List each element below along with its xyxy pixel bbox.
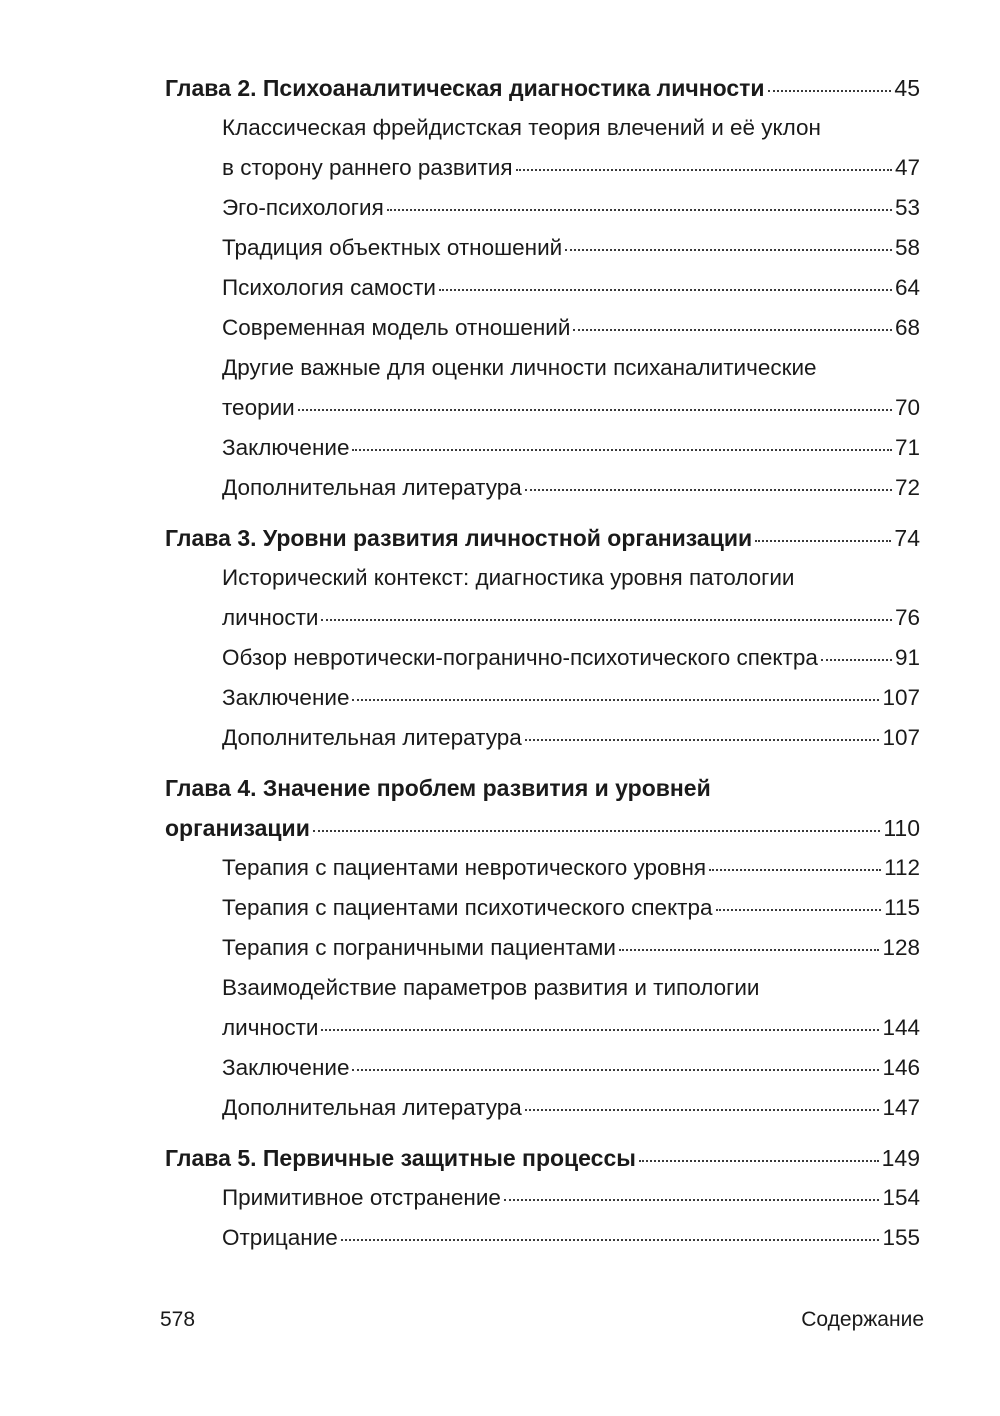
toc-entry-text: Отрицание (222, 1225, 338, 1250)
toc-entry-line[interactable] (165, 678, 920, 718)
dot-leader (755, 540, 891, 542)
dot-leader (639, 1160, 879, 1162)
toc-entry-line[interactable] (165, 888, 920, 928)
toc-entry-text: Классическая фрейдистская теория влечений и её уклон (222, 115, 821, 140)
chapter-title-page-number: 149 (881, 1145, 920, 1171)
dot-leader (439, 289, 892, 291)
toc-entry-page-number: 146 (882, 1055, 920, 1080)
dot-leader (352, 449, 892, 451)
toc-entry-page-number: 76 (894, 605, 920, 630)
chapter-title-page-number: 74 (894, 525, 920, 551)
toc-entry-line[interactable] (165, 228, 920, 268)
toc-entry-line[interactable] (165, 928, 920, 968)
dot-leader (504, 1199, 880, 1201)
toc-entry-line[interactable] (165, 968, 920, 1008)
dot-leader (341, 1239, 880, 1241)
dot-leader (516, 169, 892, 171)
toc-entry-text: личности (222, 1015, 319, 1040)
chapter-title-page-number: 45 (894, 75, 920, 101)
toc-entry-text: Взаимодействие параметров развития и типологии (222, 975, 760, 1000)
chapter-title-line[interactable] (165, 518, 920, 558)
toc-chapter (165, 68, 920, 508)
toc-entry-page-number: 144 (882, 1015, 920, 1040)
toc-entry-text: Заключение (222, 435, 350, 460)
footer-section-title: Содержание (801, 1308, 924, 1331)
toc-entry-text: теории (222, 395, 295, 420)
toc-entry-line[interactable] (165, 308, 920, 348)
toc-entry-line[interactable] (165, 1088, 920, 1128)
chapter-title-line[interactable] (165, 768, 920, 808)
toc-entry-text: Современная модель отношений (222, 315, 571, 340)
dot-leader (821, 659, 892, 661)
toc-entry-line[interactable] (165, 1178, 920, 1218)
toc-entry-page-number: 155 (882, 1225, 920, 1250)
chapter-title-line[interactable] (165, 1138, 920, 1178)
toc-entry-page-number: 64 (894, 275, 920, 300)
toc-entry-page-number: 70 (894, 395, 920, 420)
toc-entry-line[interactable] (165, 268, 920, 308)
toc-entry-text: Терапия с пограничными пациентами (222, 935, 616, 960)
dot-leader (619, 949, 880, 951)
dot-leader (565, 249, 892, 251)
toc-entry-page-number: 91 (894, 645, 920, 670)
toc-chapter (165, 518, 920, 758)
toc-entry-page-number: 47 (894, 155, 920, 180)
toc-entry-line[interactable] (165, 848, 920, 888)
dot-leader (298, 409, 892, 411)
toc-entry-page-number: 147 (882, 1095, 920, 1120)
toc-entry-text: Обзор невротически-погранично-психотического спектра (222, 645, 818, 670)
chapter-title-text: Глава 5. Первичные защитные процессы (165, 1145, 636, 1171)
toc-entry-line[interactable] (165, 638, 920, 678)
toc-entry-page-number: 115 (884, 895, 920, 920)
toc-entry-line[interactable] (165, 388, 920, 428)
dot-leader (525, 1109, 880, 1111)
dot-leader (352, 1069, 879, 1071)
toc-entry-text: Примитивное отстранение (222, 1185, 501, 1210)
toc-entry-text: личности (222, 605, 319, 630)
chapter-title-page-number: 110 (883, 815, 920, 841)
toc-chapter (165, 768, 920, 1128)
toc-entry-text: Дополнительная литература (222, 1095, 522, 1120)
toc-entry-text: Заключение (222, 685, 350, 710)
toc-chapter (165, 1138, 920, 1258)
page-footer (160, 1308, 924, 1332)
toc-entry-text: Традиция объектных отношений (222, 235, 563, 260)
toc-entry-page-number: 107 (882, 725, 920, 750)
table-of-contents (165, 68, 920, 1268)
toc-entry-text: Терапия с пациентами психотического спектра (222, 895, 713, 920)
toc-entry-text: Заключение (222, 1055, 350, 1080)
toc-entry-page-number: 53 (894, 195, 920, 220)
toc-entry-text: Другие важные для оценки личности психаналитические (222, 355, 817, 380)
toc-entry-page-number: 154 (882, 1185, 920, 1210)
toc-entry-page-number: 68 (894, 315, 920, 340)
dot-leader (525, 489, 892, 491)
dot-leader (716, 909, 882, 911)
dot-leader (525, 739, 880, 741)
toc-entry-line[interactable] (165, 428, 920, 468)
dot-leader (352, 699, 879, 701)
toc-entry-text: Психология самости (222, 275, 436, 300)
dot-leader (768, 90, 892, 92)
toc-entry-text: Исторический контекст: диагностика уровня патологии (222, 565, 795, 590)
toc-entry-page-number: 58 (894, 235, 920, 260)
chapter-title-text: организации (165, 815, 310, 841)
toc-entry-text: Дополнительная литература (222, 725, 522, 750)
chapter-title-text: Глава 4. Значение проблем развития и уровней (165, 775, 711, 801)
toc-entry-page-number: 112 (884, 855, 920, 880)
chapter-title-text: Глава 2. Психоаналитическая диагностика личности (165, 75, 765, 101)
toc-entry-line[interactable] (165, 718, 920, 758)
toc-entry-text: в сторону раннего развития (222, 155, 513, 180)
chapter-title-text: Глава 3. Уровни развития личностной организации (165, 525, 753, 551)
toc-entry-page-number: 107 (882, 685, 920, 710)
toc-entry-line[interactable] (165, 598, 920, 638)
toc-entry-line[interactable] (165, 1008, 920, 1048)
toc-entry-page-number: 128 (882, 935, 920, 960)
toc-entry-line[interactable] (165, 1218, 920, 1258)
toc-entry-line[interactable] (165, 108, 920, 148)
dot-leader (313, 830, 880, 832)
dot-leader (709, 869, 881, 871)
dot-leader (321, 1029, 879, 1031)
toc-entry-line[interactable] (165, 148, 920, 188)
toc-entry-line[interactable] (165, 188, 920, 228)
toc-entry-text: Терапия с пациентами невротического уровня (222, 855, 707, 880)
dot-leader (321, 619, 891, 621)
toc-entry-page-number: 72 (894, 475, 920, 500)
dot-leader (573, 329, 892, 331)
toc-entry-text: Эго-психология (222, 195, 384, 220)
toc-entry-page-number: 71 (894, 435, 920, 460)
toc-entry-line[interactable] (165, 558, 920, 598)
chapter-title-line[interactable] (165, 68, 920, 108)
footer-page-number: 578 (160, 1308, 196, 1331)
toc-entry-line[interactable] (165, 1048, 920, 1088)
toc-entry-line[interactable] (165, 468, 920, 508)
dot-leader (387, 209, 892, 211)
toc-entry-line[interactable] (165, 348, 920, 388)
chapter-title-line[interactable] (165, 808, 920, 848)
toc-entry-text: Дополнительная литература (222, 475, 522, 500)
